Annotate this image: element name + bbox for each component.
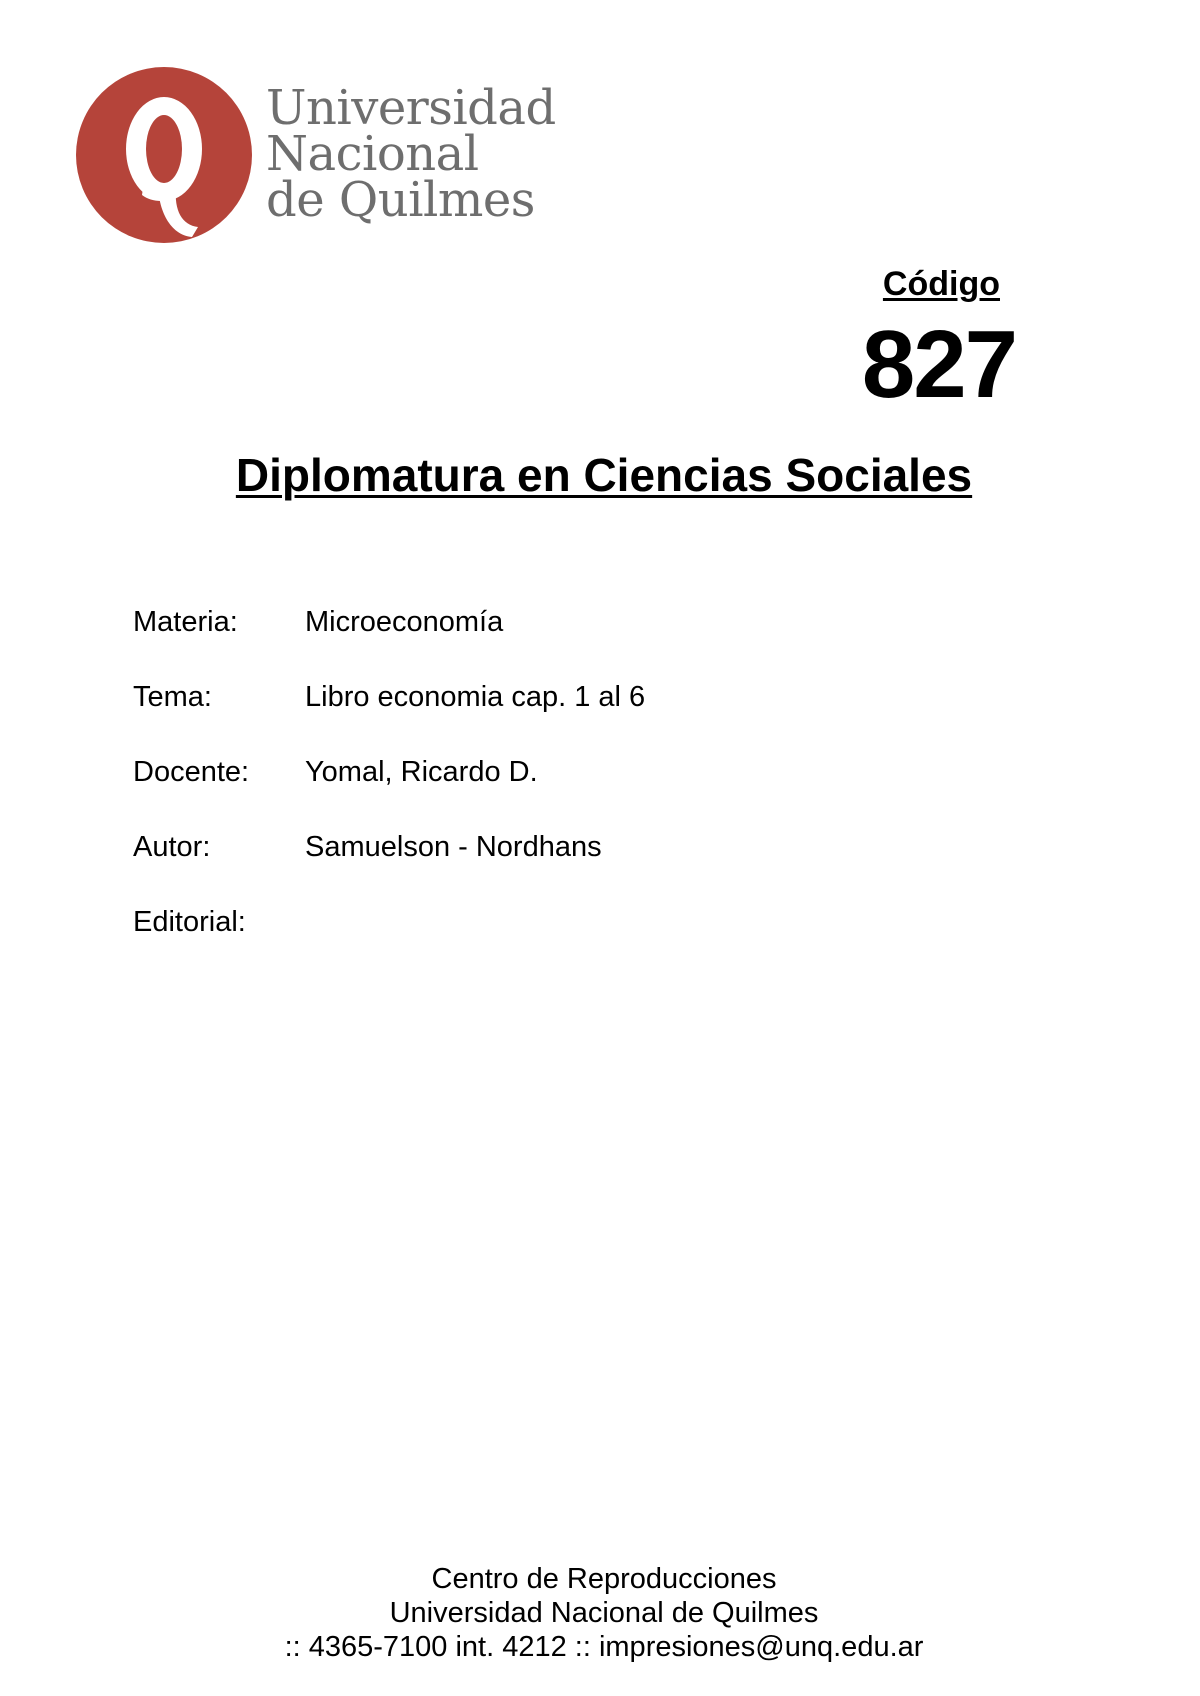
document-title: Diplomatura en Ciencias Sociales	[235, 449, 973, 501]
field-label: Materia:	[133, 606, 238, 638]
field-value: Samuelson - Nordhans	[305, 831, 602, 863]
footer-line-2: Universidad Nacional de Quilmes	[389, 1597, 819, 1629]
field-value: Yomal, Ricardo D.	[305, 756, 538, 788]
quilmes-q-logo-icon	[74, 65, 254, 245]
field-label: Docente:	[133, 756, 250, 788]
field-value: Microeconomía	[305, 606, 504, 638]
logo-line-2: Nacional	[266, 126, 479, 182]
codigo-label: Código	[882, 265, 1000, 303]
field-label: Tema:	[133, 681, 212, 713]
footer-contact: :: 4365-7100 int. 4212 :: impresiones@unq.edu.ar	[284, 1631, 924, 1663]
codigo-number: 827	[861, 311, 1016, 418]
field-label: Autor:	[133, 831, 211, 863]
footer-line-1: Centro de Reproducciones	[431, 1563, 777, 1595]
field-value: Libro economia cap. 1 al 6	[305, 681, 646, 713]
university-name	[266, 80, 556, 228]
footer	[0, 1562, 1200, 1664]
university-logo	[74, 65, 594, 255]
logo-line-3: de Quilmes	[266, 172, 535, 228]
field-label: Editorial:	[133, 906, 246, 938]
logo-line-1: Universidad	[266, 80, 556, 136]
